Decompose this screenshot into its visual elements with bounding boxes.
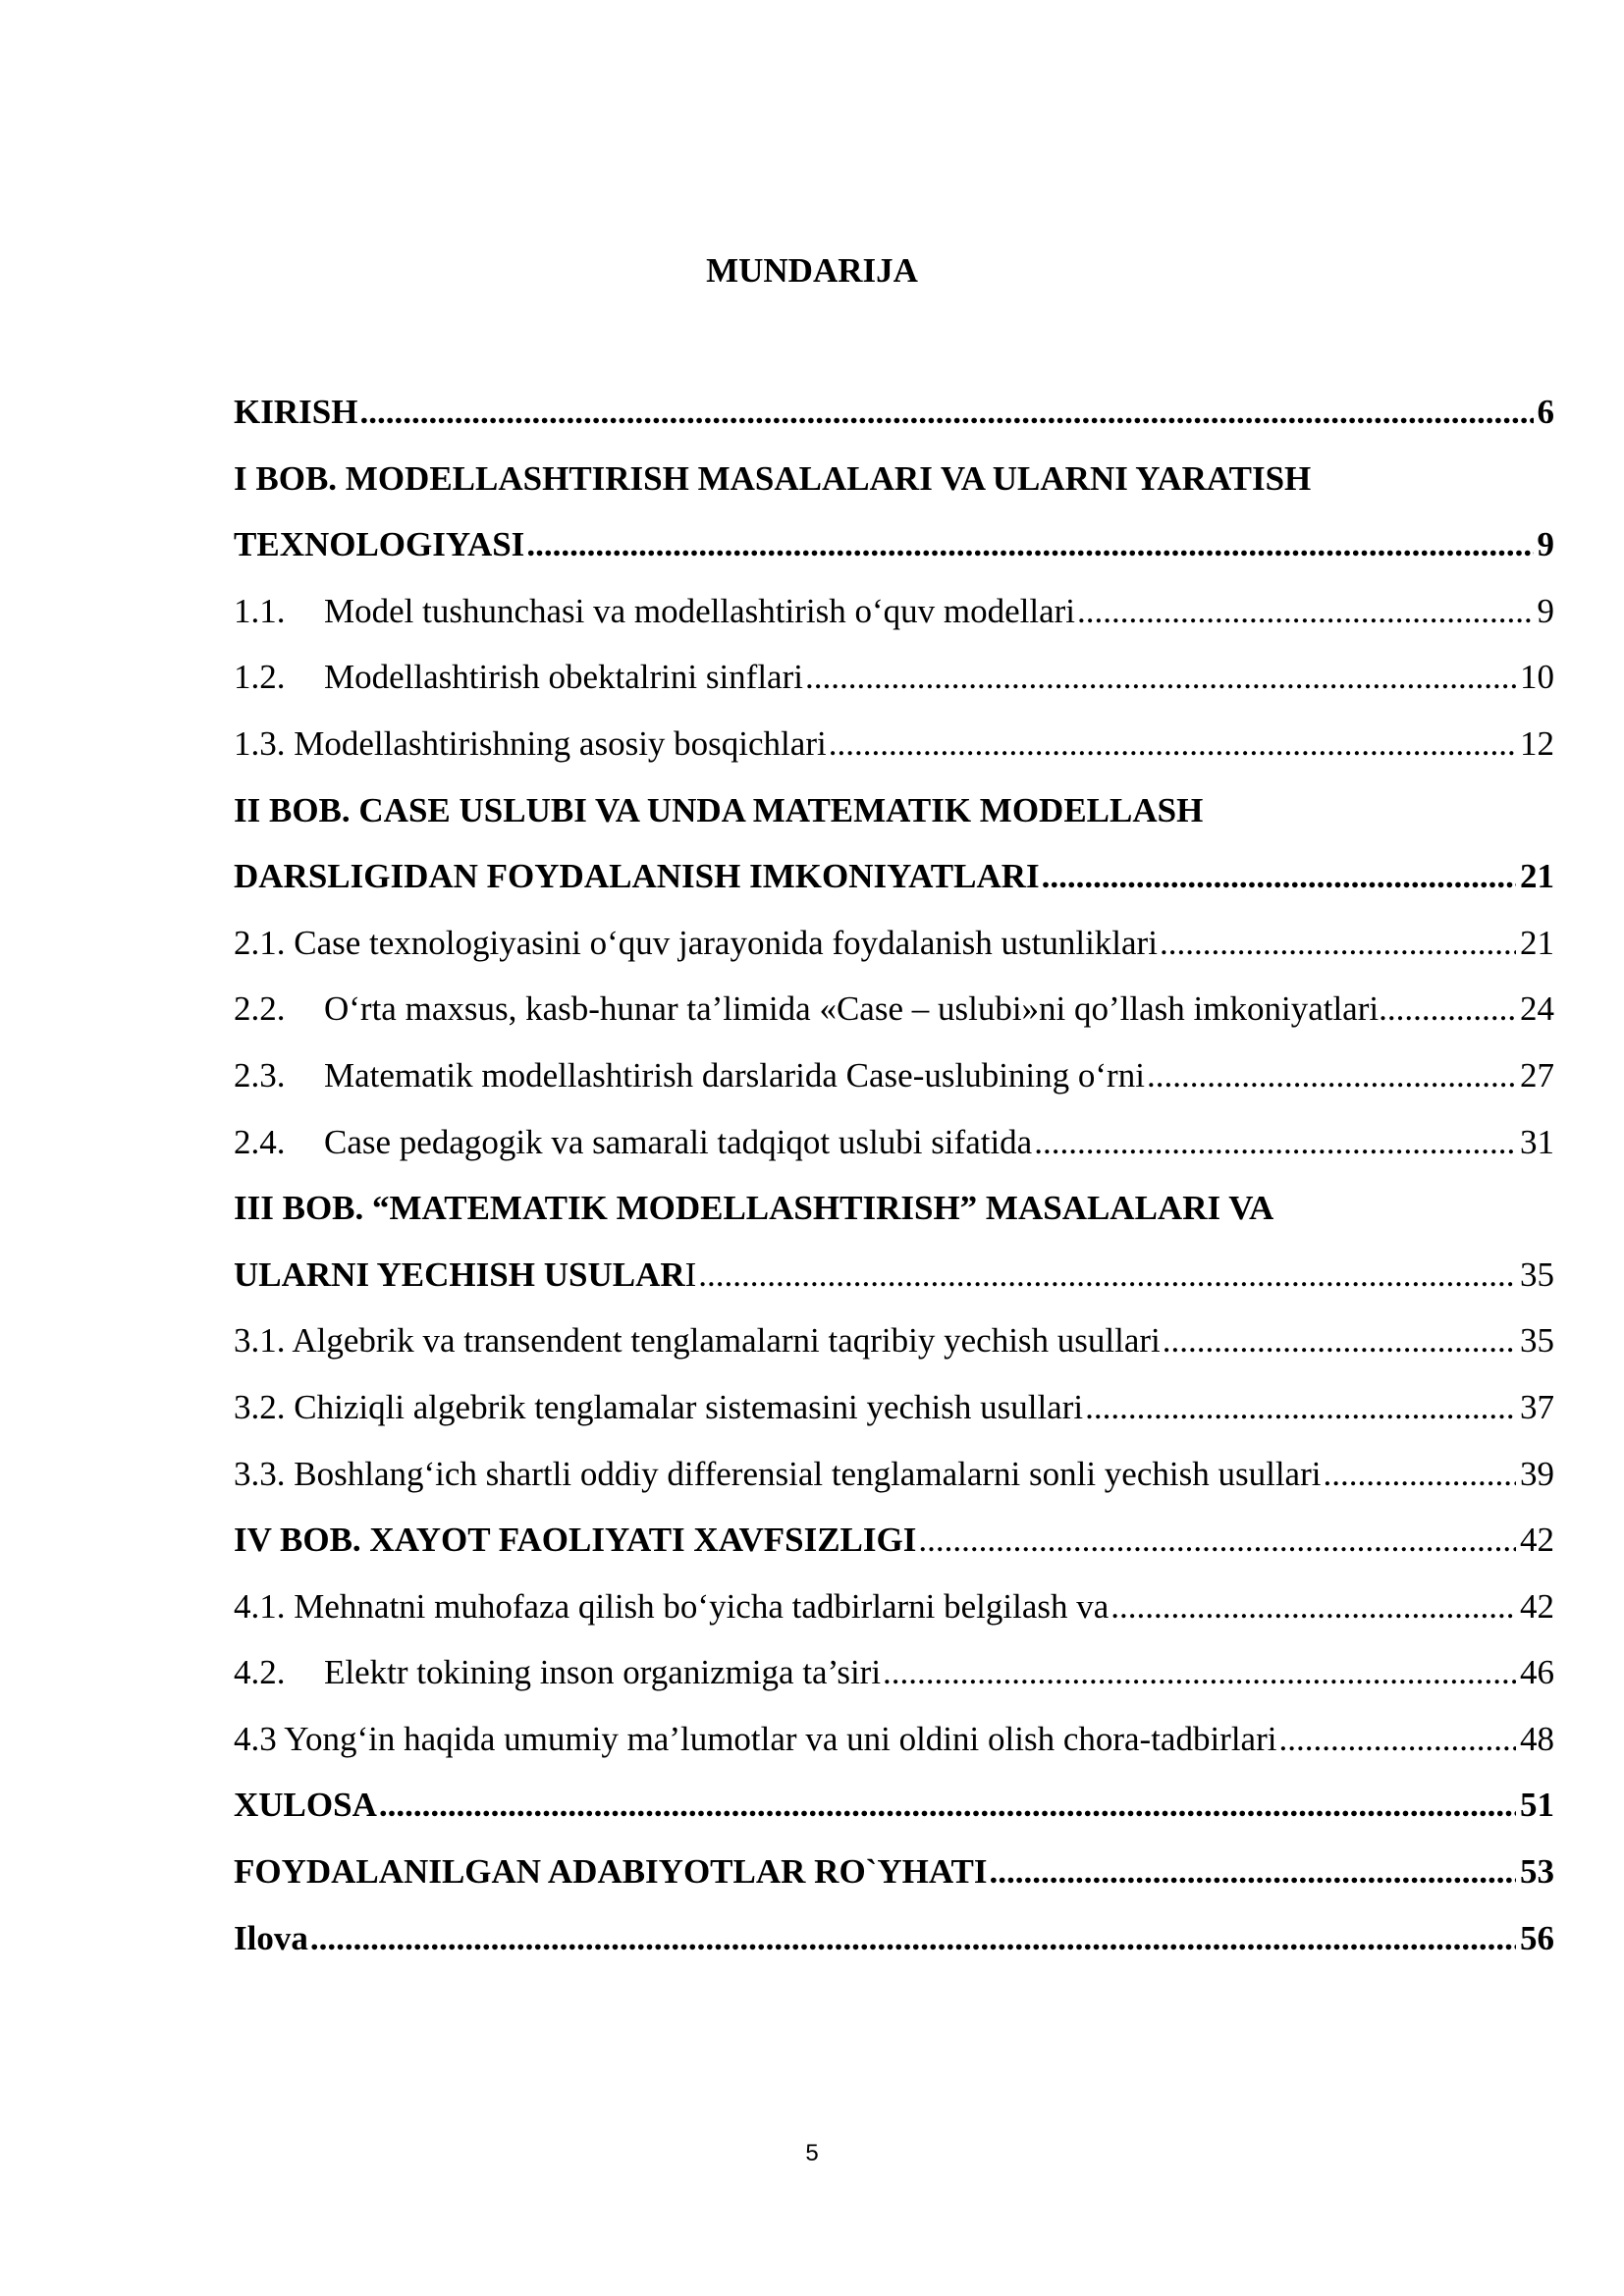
toc-chapter-title-bold: IV BOB. XAYOT FAOLIYATI XAVFSIZLIGI: [234, 1521, 917, 1560]
toc-entry-label: 3.1. Algebrik va transendent tenglamalarni taqribiy yechish usullari: [234, 1321, 1161, 1361]
dot-leader: [526, 511, 1533, 578]
section-number: 1.1.: [234, 591, 286, 630]
toc-entry-label: 1.3. Modellashtirishning asosiy bosqichlari: [234, 723, 827, 763]
section-number: 2.3.: [234, 1055, 286, 1095]
toc-entry-label: [234, 1109, 1032, 1176]
toc-chapter-title-line: I BOB. MODELLASHTIRISH MASALALARI VA ULARNI YARATISH: [234, 458, 1312, 498]
toc-entry-page: 10: [1520, 658, 1554, 697]
toc-entry-label: TEXNOLOGIYASI: [234, 525, 525, 564]
toc-entry-page: 21: [1520, 857, 1554, 896]
dot-leader: [1147, 1042, 1516, 1109]
toc-entry-page: 24: [1520, 989, 1554, 1029]
toc-entry-label: [234, 1242, 696, 1308]
toc-entry-label: [234, 1639, 881, 1706]
toc-entry-label: 3.3. Boshlang‘ich shartli oddiy differensial tenglamalarni sonli yechish usullari: [234, 1454, 1322, 1493]
toc-entry-label: KIRISH: [234, 393, 358, 431]
toc-entry-page: 42: [1520, 1586, 1554, 1626]
section-title: Case pedagogik va samarali tadqiqot uslubi sifatida: [324, 1122, 1033, 1161]
toc-chapter-heading-2[interactable]: [234, 777, 1554, 844]
toc-entry-1-3[interactable]: [234, 711, 1554, 777]
toc-entry-label: 4.3 Yong‘in haqida umumiy ma’lumotlar va uni oldini olish chora-tadbirlari: [234, 1719, 1277, 1758]
toc-entry-bob4[interactable]: [234, 1507, 1554, 1574]
dot-leader: [989, 1839, 1516, 1905]
toc-entry-page: 46: [1520, 1653, 1554, 1692]
toc-chapter-heading-1[interactable]: [234, 446, 1554, 512]
toc-entry-page: 35: [1520, 1321, 1554, 1361]
dot-leader: [805, 644, 1516, 711]
page-title: MUNDARIJA: [706, 251, 918, 290]
toc-entry-ilova[interactable]: [234, 1905, 1554, 1972]
toc-entry-2-1[interactable]: [234, 910, 1554, 977]
page-number: 5: [805, 2140, 819, 2166]
toc-entry-page: 27: [1520, 1055, 1554, 1095]
toc-entry-page: 39: [1520, 1454, 1554, 1493]
toc-entry-page: 51: [1520, 1786, 1554, 1825]
toc-chapter-title-line: II BOB. CASE USLUBI VA UNDA MATEMATIK MODELLASH: [234, 790, 1204, 829]
toc-entry-xulosa[interactable]: [234, 1772, 1554, 1839]
toc-entry-1-2[interactable]: [234, 644, 1554, 711]
dot-leader: [918, 1507, 1516, 1574]
toc-entry-adabiyotlar[interactable]: [234, 1839, 1554, 1905]
toc-entry-page: 21: [1520, 923, 1554, 962]
toc-entry-page: 6: [1537, 393, 1554, 431]
toc-entry-4-3[interactable]: [234, 1706, 1554, 1773]
toc-entry-page: 37: [1520, 1387, 1554, 1426]
dot-leader: [829, 711, 1516, 777]
toc-entry-page: 12: [1520, 723, 1554, 763]
dot-leader: [1077, 578, 1533, 645]
section-title: Matematik modellashtirish darslarida Case-uslubining o‘rni: [324, 1055, 1145, 1095]
section-title: Elektr tokining inson organizmiga ta’siri: [324, 1653, 882, 1692]
toc-chapter-title-tail: I: [684, 1255, 697, 1294]
dot-leader: [1042, 843, 1516, 910]
dot-leader: [698, 1242, 1516, 1308]
toc-chapter-title-bold: ULARNI YECHISH USULAR: [234, 1255, 685, 1294]
dot-leader: [1160, 910, 1516, 977]
toc-entry-bob3[interactable]: [234, 1242, 1554, 1308]
dot-leader: [1379, 976, 1514, 1042]
section-number: 4.2.: [234, 1653, 286, 1692]
section-title: Modellashtirish obektalrini sinflari: [324, 658, 803, 697]
toc-entry-4-1[interactable]: [234, 1574, 1554, 1640]
toc-entry-label: [234, 1507, 916, 1574]
dot-leader: [359, 379, 1533, 446]
toc-entry-label: XULOSA: [234, 1786, 377, 1825]
toc-entry-label: [234, 578, 1075, 645]
toc-entry-3-3[interactable]: [234, 1441, 1554, 1508]
toc-entry-bob1[interactable]: [234, 511, 1554, 578]
toc-entry-page: 31: [1520, 1122, 1554, 1161]
toc-chapter-title-line: III BOB. “MATEMATIK MODELLASHTIRISH” MASALALARI VA: [234, 1189, 1274, 1228]
toc-entry-page: 9: [1537, 525, 1554, 564]
toc-entry-3-2[interactable]: [234, 1374, 1554, 1441]
toc-entry-label: Ilova: [234, 1918, 308, 1957]
dot-leader: [379, 1772, 1516, 1839]
toc-entry-kirish[interactable]: [234, 379, 1554, 446]
dot-leader: [1034, 1109, 1516, 1176]
toc-entry-2-2[interactable]: [234, 976, 1554, 1042]
table-of-contents: [234, 379, 1554, 1971]
toc-entry-4-2[interactable]: [234, 1639, 1554, 1706]
toc-entry-page: 48: [1520, 1719, 1554, 1758]
toc-entry-label: [234, 976, 1379, 1042]
dot-leader: [883, 1639, 1516, 1706]
toc-entry-bob2[interactable]: [234, 843, 1554, 910]
section-title: Model tushunchasi va modellashtirish o‘quv modellari: [324, 591, 1076, 630]
toc-entry-page: 35: [1520, 1255, 1554, 1294]
toc-entry-label: 4.1. Mehnatni muhofaza qilish bo‘yicha tadbirlarni belgilash va: [234, 1586, 1110, 1626]
toc-chapter-heading-3[interactable]: [234, 1175, 1554, 1242]
toc-entry-label: [234, 1042, 1145, 1109]
toc-entry-label: 2.1. Case texnologiyasini o‘quv jarayonida foydalanish ustunliklari: [234, 923, 1158, 962]
section-title: O‘rta maxsus, kasb-hunar ta’limida «Case – uslubi»ni qo’llash imkoniyatlari: [324, 989, 1380, 1029]
toc-entry-3-1[interactable]: [234, 1308, 1554, 1374]
dot-leader: [1278, 1706, 1516, 1773]
dot-leader: [1323, 1441, 1516, 1508]
section-number: 2.2.: [234, 989, 286, 1029]
toc-entry-2-4[interactable]: [234, 1109, 1554, 1176]
toc-entry-label: DARSLIGIDAN FOYDALANISH IMKONIYATLARI: [234, 857, 1040, 896]
toc-entry-2-3[interactable]: [234, 1042, 1554, 1109]
dot-leader: [310, 1905, 1516, 1972]
toc-entry-page: 9: [1537, 591, 1554, 630]
dot-leader: [1163, 1308, 1516, 1374]
toc-entry-page: 53: [1520, 1852, 1554, 1892]
section-number: 1.2.: [234, 658, 286, 697]
section-number: 2.4.: [234, 1122, 286, 1161]
dot-leader: [1110, 1574, 1516, 1640]
toc-entry-page: 42: [1520, 1521, 1554, 1560]
toc-entry-label: [234, 644, 803, 711]
toc-entry-label: FOYDALANILGAN ADABIYOTLAR RO`YHATI: [234, 1852, 988, 1892]
toc-entry-page: 56: [1520, 1918, 1554, 1957]
toc-entry-label: 3.2. Chiziqli algebrik tenglamalar sistemasini yechish usullari: [234, 1387, 1084, 1426]
dot-leader: [1085, 1374, 1516, 1441]
toc-entry-1-1[interactable]: [234, 578, 1554, 645]
